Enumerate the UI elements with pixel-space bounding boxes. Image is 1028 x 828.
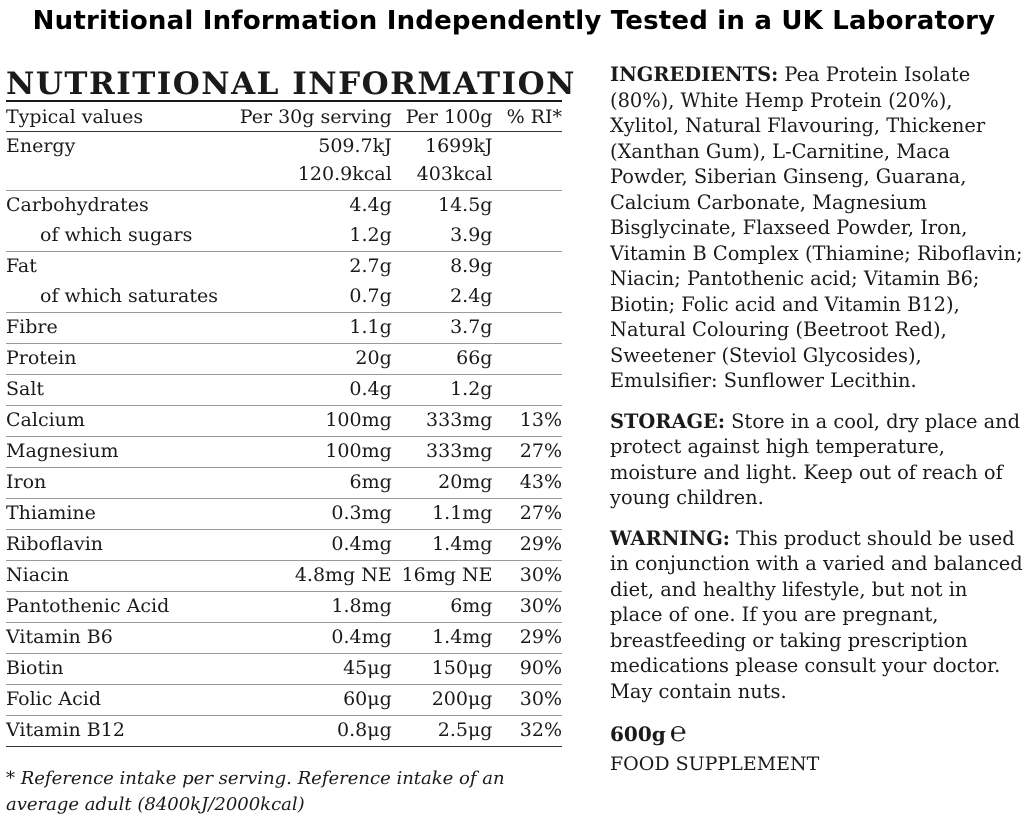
table-row: [6, 530, 562, 561]
per-serving-value: 0.3mg: [233, 499, 392, 530]
per-serving-value: 100mg: [233, 437, 392, 468]
ri-value: 43%: [492, 468, 562, 499]
per-100g-value: 3.7g: [392, 313, 493, 344]
ri-value: [492, 313, 562, 344]
table-row: [6, 716, 562, 747]
ri-value: [492, 344, 562, 375]
warning-paragraph: [610, 526, 1026, 705]
nutrient-name: Energy: [6, 132, 233, 191]
warning-label: WARNING:: [610, 526, 730, 550]
table-row: [6, 282, 562, 313]
per-100g-value-kcal: 403kcal: [416, 163, 493, 185]
per-serving-value: 0.7g: [233, 282, 392, 313]
per-100g-value: [392, 132, 493, 191]
food-supplement-label: FOOD SUPPLEMENT: [610, 752, 820, 775]
per-100g-value: 1.4mg: [392, 623, 493, 654]
nutrient-name: Carbohydrates: [6, 194, 149, 216]
per-100g-value: 14.5g: [438, 194, 493, 216]
table-row: [6, 561, 562, 592]
per-100g-value: 8.9g: [450, 255, 493, 277]
per-100g-value: 150μg: [392, 654, 493, 685]
nutrient-name: Iron: [6, 468, 233, 499]
table-row: [6, 132, 562, 191]
header-ri: % RI*: [492, 103, 562, 132]
nutrient-name: Protein: [6, 344, 233, 375]
nutrient-name: of which sugars: [6, 221, 233, 252]
per-serving-value: 100mg: [233, 406, 392, 437]
nutrient-name: of which saturates: [6, 282, 233, 313]
ri-footnote: * Reference intake per serving. Reference intake of an average adult (8400kJ/2000kcal): [6, 768, 505, 815]
nutrient-name: Folic Acid: [6, 685, 233, 716]
table-row: [6, 685, 562, 716]
ingredients-text: Pea Protein Isolate (80%), White Hemp Protein (20%), Xylitol, Natural Flavouring, Thickener (Xanthan Gum), L-Carnitine, Maca Powder, Siberian Ginseng, Guarana, Calcium Carbonate, Magnesium Bisglycinate, Flaxseed Powder, Iron, Vitamin B Complex (Thiamine; Riboflavin; Niacin; Pantothenic acid; Vitamin B6; Biotin; Folic acid and Vitamin B12), Natural Colouring (Beetroot Red), Sweetener (Steviol Glycosides), Emulsifier: Sunflower Lecithin.: [610, 63, 1023, 392]
per-serving-value: 45μg: [233, 654, 392, 685]
ri-value: 30%: [492, 561, 562, 592]
nutrient-name: Riboflavin: [6, 530, 233, 561]
nutrient-name: Fibre: [6, 313, 233, 344]
nutrient-name: Pantothenic Acid: [6, 592, 233, 623]
ingredients-paragraph: [610, 62, 1026, 394]
per-100g-value: 6mg: [392, 592, 493, 623]
per-serving-value: 2.7g: [349, 255, 392, 277]
per-serving-value: 4.4g: [349, 194, 392, 216]
per-serving-value-kj: 509.7kJ: [318, 135, 392, 157]
table-header-row: [6, 103, 562, 132]
net-weight-line: [610, 715, 1026, 748]
ingredients-label: INGREDIENTS:: [610, 63, 779, 86]
per-100g-value: 2.4g: [392, 282, 493, 313]
nutrient-name: Fat: [6, 255, 37, 277]
per-serving-value: 0.8μg: [233, 716, 392, 747]
per-serving-value: 4.8mg NE: [233, 561, 392, 592]
header-per-100g: Per 100g: [392, 103, 493, 132]
per-serving-value-kcal: 120.9kcal: [297, 163, 392, 185]
per-100g-value: 20mg: [392, 468, 493, 499]
page-banner: Nutritional Information Independently Tested in a UK Laboratory: [32, 6, 996, 36]
table-row: [6, 344, 562, 375]
storage-label: STORAGE:: [610, 409, 725, 433]
per-100g-value: 16mg NE: [392, 561, 493, 592]
ri-value: 27%: [492, 499, 562, 530]
storage-paragraph: [610, 409, 1026, 511]
ri-value: [492, 132, 562, 191]
nutrition-table-body: [6, 132, 562, 747]
ri-value: [492, 252, 562, 283]
ri-value: [492, 221, 562, 252]
table-row: [6, 252, 562, 283]
storage-text: Store in a cool, dry place and protect against high temperature, moisture and light. Keep out of reach of young children.: [610, 409, 1021, 509]
table-row: [6, 437, 562, 468]
table-row: [6, 375, 562, 406]
table-row: [6, 623, 562, 654]
per-serving-value: 1.8mg: [233, 592, 392, 623]
per-100g-value: 1.4mg: [392, 530, 493, 561]
per-serving-value: 20g: [233, 344, 392, 375]
nutrient-name: Magnesium: [6, 437, 233, 468]
title-rule: [6, 100, 562, 102]
table-row: [6, 654, 562, 685]
ri-value: 30%: [492, 685, 562, 716]
ri-value: [492, 282, 562, 313]
ri-value: 29%: [492, 530, 562, 561]
e-mark: ℮: [669, 715, 687, 748]
header-typical-values: Typical values: [6, 103, 233, 132]
per-100g-value-kj: 1699kJ: [424, 135, 493, 157]
header-per-serving: Per 30g serving: [233, 103, 392, 132]
per-serving-value: 1.1g: [233, 313, 392, 344]
per-serving-value: [233, 132, 392, 191]
net-weight: 600g: [610, 722, 666, 746]
table-row: [6, 468, 562, 499]
per-serving-value: 0.4mg: [233, 623, 392, 654]
per-100g-value: 3.9g: [392, 221, 493, 252]
per-serving-value: 0.4g: [233, 375, 392, 406]
info-column: [610, 62, 1026, 777]
nutrient-name: Calcium: [6, 406, 233, 437]
per-serving-value: 6mg: [233, 468, 392, 499]
nutrient-name: Salt: [6, 375, 233, 406]
ri-value: [492, 375, 562, 406]
table-row: [6, 592, 562, 623]
table-row: [6, 406, 562, 437]
ri-value: 13%: [492, 406, 562, 437]
table-row: [6, 221, 562, 252]
ri-value: 90%: [492, 654, 562, 685]
ri-value: 27%: [492, 437, 562, 468]
nutrient-name: Niacin: [6, 561, 233, 592]
ri-value: 30%: [492, 592, 562, 623]
nutrient-name: Vitamin B12: [6, 716, 233, 747]
nutrient-name: Thiamine: [6, 499, 233, 530]
per-100g-value: 333mg: [392, 437, 493, 468]
per-100g-value: 2.5μg: [392, 716, 493, 747]
per-serving-value: 1.2g: [233, 221, 392, 252]
nutrition-title: NUTRITIONAL INFORMATION: [6, 66, 576, 102]
per-serving-value: 0.4mg: [233, 530, 392, 561]
table-row: [6, 313, 562, 344]
ri-value: [492, 191, 562, 222]
per-100g-value: 1.1mg: [392, 499, 493, 530]
per-100g-value: 200μg: [392, 685, 493, 716]
ri-value: 32%: [492, 716, 562, 747]
nutrition-table: [6, 103, 562, 747]
per-100g-value: 333mg: [392, 406, 493, 437]
nutrient-name: Vitamin B6: [6, 623, 233, 654]
table-row: [6, 499, 562, 530]
per-100g-value: 1.2g: [392, 375, 493, 406]
nutrient-name: Biotin: [6, 654, 233, 685]
per-serving-value: 60μg: [233, 685, 392, 716]
table-row: [6, 191, 562, 222]
ri-value: 29%: [492, 623, 562, 654]
per-100g-value: 66g: [392, 344, 493, 375]
warning-text: This product should be used in conjunction with a varied and balanced diet, and healthy lifestyle, but not in place of one. If you are pregnant, breastfeeding or taking prescription medications please consult your doctor. May contain nuts.: [610, 526, 1023, 703]
